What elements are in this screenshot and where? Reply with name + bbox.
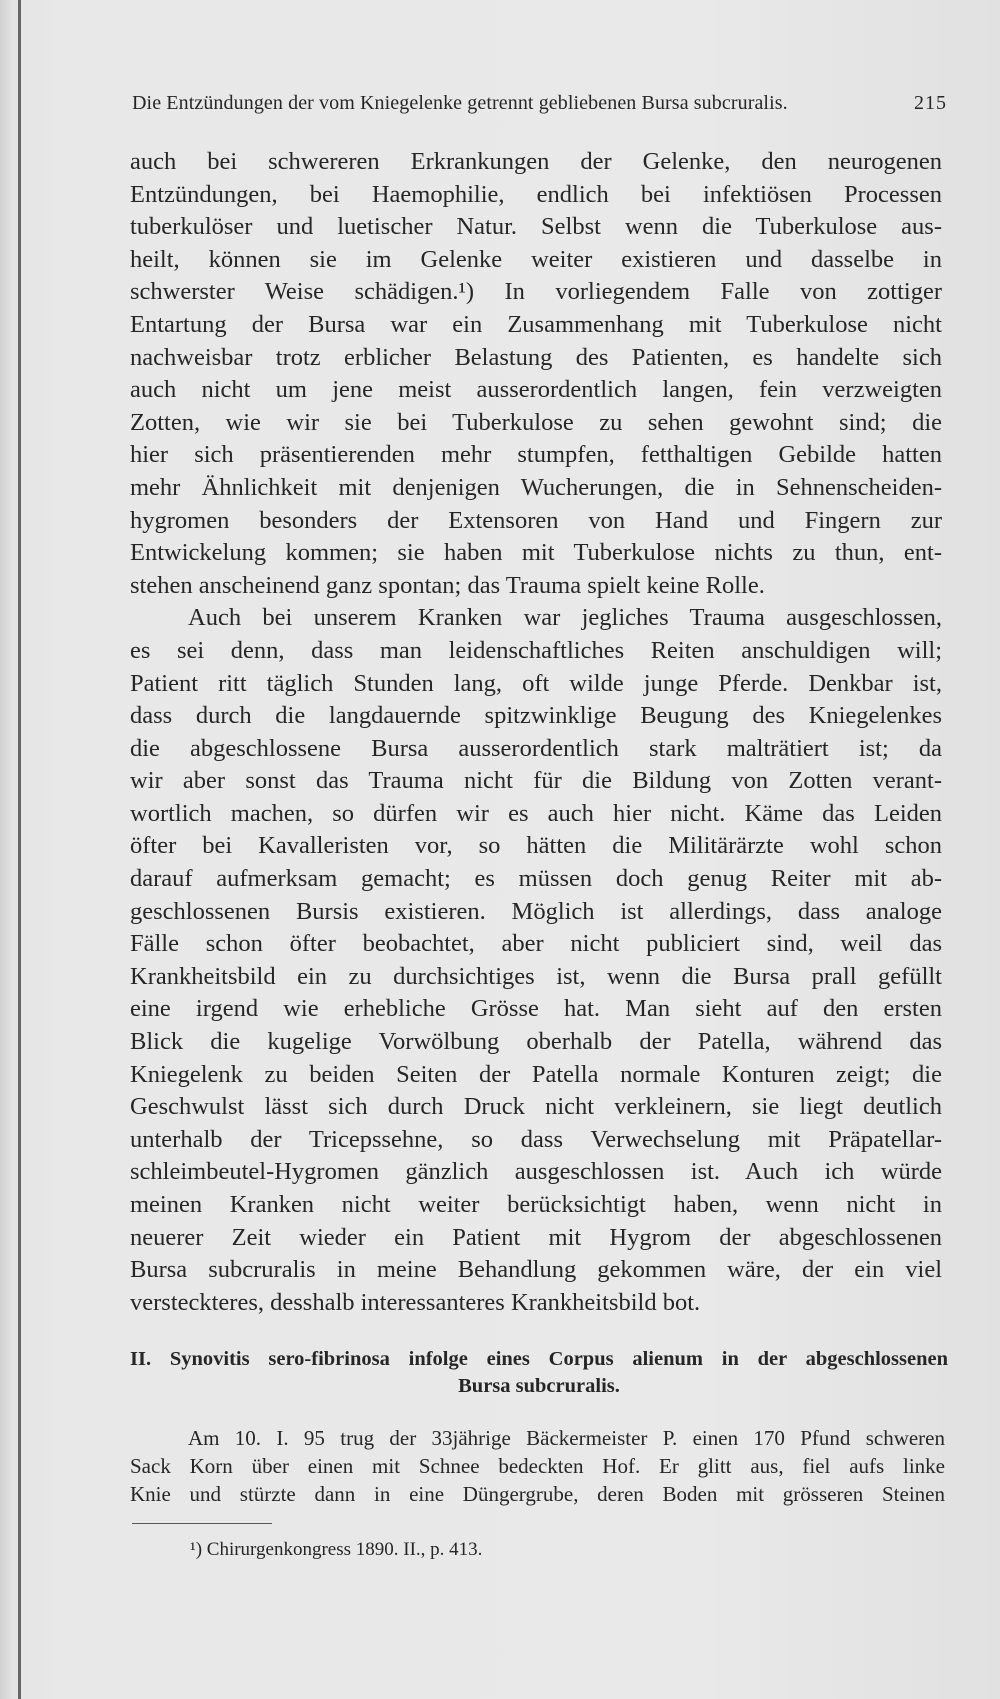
text-line: die abgeschlossene Bursa ausserordentlich stark malträtiert ist; da xyxy=(130,734,942,762)
paragraph-1 xyxy=(130,146,942,602)
text-line: neuerer Zeit wieder ein Patient mit Hygrom der abgeschlossenen xyxy=(130,1223,942,1251)
text-line: Auch bei unserem Kranken war jegliches Trauma ausgeschlossen, xyxy=(188,604,942,632)
text-line: geschlossenen Bursis existieren. Möglich ist allerdings, dass analoge xyxy=(130,897,942,925)
text-line: Patient ritt täglich Stunden lang, oft wilde junge Pferde. Denkbar ist, xyxy=(130,669,942,697)
text-line: heilt, können sie im Gelenke weiter existieren und dasselbe in xyxy=(130,245,942,273)
section-heading xyxy=(130,1346,948,1400)
text-line: Fälle schon öfter beobachtet, aber nicht publiciert sind, weil das xyxy=(130,930,942,958)
text-line: meinen Kranken nicht weiter berücksichtigt haben, wenn nicht in xyxy=(130,1191,942,1218)
text-line: auch bei schwereren Erkrankungen der Gelenke, den neurogenen xyxy=(130,148,942,175)
text-line: Bursa subcruralis in meine Behandlung gekommen wäre, der ein viel xyxy=(130,1256,942,1284)
text-line: versteckteres, desshalb interessanteres Krankheitsbild bot. xyxy=(130,1288,701,1316)
text-line: schleimbeutel-Hygromen gänzlich ausgeschlossen ist. Auch ich würde xyxy=(130,1158,942,1186)
text-line: öfter bei Kavalleristen vor, so hätten die Militärärzte wohl schon xyxy=(130,832,942,860)
text-line: tuberkulöser und luetischer Natur. Selbst wenn die Tuberkulose aus- xyxy=(130,213,942,241)
running-title: Die Entzündungen der vom Kniegelenke getrennt gebliebenen Bursa subcruralis. xyxy=(132,92,788,114)
text-line: Entzündungen, bei Haemophilie, endlich bei infektiösen Processen xyxy=(130,180,942,208)
text-line: Am 10. I. 95 trug der 33jährige Bäckermeister P. einen 170 Pfund schweren xyxy=(188,1426,945,1450)
body-text xyxy=(130,146,942,1319)
running-head xyxy=(132,92,947,115)
text-line: Sack Korn über einen mit Schnee bedeckten Hof. Er glitt aus, fiel aufs linke xyxy=(130,1454,945,1478)
text-line: hygromen besonders der Extensoren von Hand und Fingern zur xyxy=(130,506,942,534)
paragraph-2 xyxy=(130,602,942,1319)
text-line: hier sich präsentierenden mehr stumpfen, fetthaltigen Gebilde hatten xyxy=(130,441,942,469)
text-line: Blick die kugelige Vorwölbung oberhalb der Patella, während das xyxy=(130,1028,942,1056)
text-line: es sei denn, dass man leidenschaftliches Reiten anschuldigen will; xyxy=(130,636,942,664)
text-line: nachweisbar trotz erblicher Belastung des Patienten, es handelte sich xyxy=(130,343,942,371)
text-line: wortlich machen, so dürfen wir es auch hier nicht. Käme das Leiden xyxy=(130,799,942,827)
footnote: ¹) Chirurgenkongress 1890. II., p. 413. xyxy=(190,1539,483,1560)
text-line: dass durch die langdauernde spitzwinklige Beugung des Kniegelenkes xyxy=(130,702,942,730)
text-line: mehr Ähnlichkeit mit denjenigen Wucherungen, die in Sehnenscheiden- xyxy=(130,473,942,501)
text-line: unterhalb der Tricepssehne, so dass Verwechselung mit Präpatellar- xyxy=(130,1125,942,1153)
text-line: Zotten, wie wir sie bei Tuberkulose zu sehen gewohnt sind; die xyxy=(130,408,942,436)
text-line: auch nicht um jene meist ausserordentlich langen, fein verzweigten xyxy=(130,376,942,404)
text-line: Krankheitsbild ein zu durchsichtiges ist, wenn die Bursa prall gefüllt xyxy=(130,962,942,990)
section-heading-line: Bursa subcruralis. xyxy=(458,1375,620,1397)
text-line: Knie und stürzte dann in eine Düngergrube, deren Boden mit grösseren Steinen xyxy=(130,1482,945,1506)
paragraph-3 xyxy=(130,1424,945,1508)
text-line: Kniegelenk zu beiden Seiten der Patella normale Konturen zeigt; die xyxy=(130,1060,942,1088)
binding-gutter xyxy=(18,0,21,1699)
text-line: darauf aufmerksam gemacht; es müssen doch genug Reiter mit ab- xyxy=(130,865,942,893)
footnote-rule xyxy=(132,1523,272,1524)
section-heading-line: II. Synovitis sero-fibrinosa infolge eines Corpus alienum in der abgeschlossenen xyxy=(130,1348,948,1370)
text-line: stehen anscheinend ganz spontan; das Trauma spielt keine Rolle. xyxy=(130,571,765,599)
text-line: Entwickelung kommen; sie haben mit Tuberkulose nichts zu thun, ent- xyxy=(130,539,942,567)
text-line: Geschwulst lässt sich durch Druck nicht verkleinern, sie liegt deutlich xyxy=(130,1093,942,1121)
text-line: schwerster Weise schädigen.¹) In vorliegendem Falle von zottiger xyxy=(130,278,942,306)
text-line: Entartung der Bursa war ein Zusammenhang mit Tuberkulose nicht xyxy=(130,310,942,338)
text-line: eine irgend wie erhebliche Grösse hat. Man sieht auf den ersten xyxy=(130,995,942,1023)
page-number: 215 xyxy=(914,92,947,114)
text-line: wir aber sonst das Trauma nicht für die Bildung von Zotten verant- xyxy=(130,767,942,795)
